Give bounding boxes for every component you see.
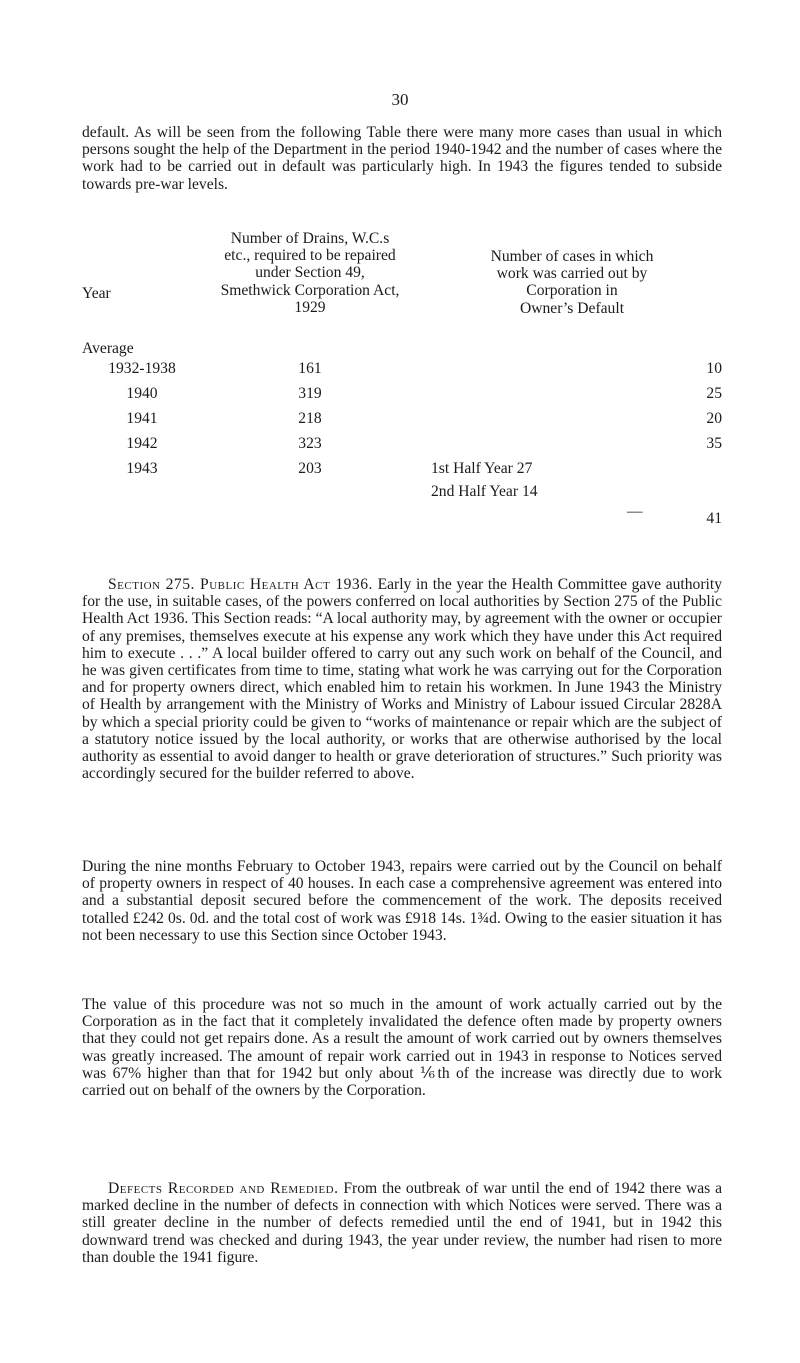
half-year-value: 14: [521, 483, 538, 500]
header-default: [432, 248, 712, 317]
section-275-text: Early in the year the Health Committee gave authority for the use, in suitable cases, of the powers conferred on local authorities by Section 275 of the Public Health Act 1936. This Section reads: “A local authority may, by agreement with the owner or occupier of any premises, themselves execute at his expense any work which they have under this Act required him to execute . . .” A local builder offered to carry out any such work on behalf of the Council, and he was given certificates from time to time, stating what work he was carrying out for the Corporation and for property owners direct, which enabled him to retain his workmen. In June 1943 the Ministry of Health by arrangement with the Ministry of Works and Ministry of Labour issued Circular 2828A by which a special priority could be given to “works of maintenance or repair which are the subject of a statutory notice issued by the local authority, or works that are otherwise authorised by the local authority as essential to avoid danger to health or grave deterioration of structures.” Such priority was accordingly secured for the builder referred to above.: [82, 576, 722, 783]
defects-heading: Defects Recorded and Remedied.: [108, 1180, 339, 1197]
total-1943: 41: [706, 510, 722, 527]
header-drains-line: etc., required to be repaired: [224, 247, 396, 265]
cell-required: 218: [298, 410, 322, 427]
cell-year: 1940: [126, 385, 158, 402]
header-average: Average: [82, 340, 134, 357]
header-year: Year: [82, 285, 111, 302]
section-275-heading: Section 275. Public Health Act 1936.: [108, 576, 373, 593]
cell-required: 161: [298, 360, 322, 377]
half-year-value: 27: [516, 460, 533, 477]
header-drains-line: under Section 49,: [255, 264, 365, 282]
cell-year: 1932-1938: [108, 360, 176, 377]
defects-paragraph: [82, 1180, 722, 1266]
header-default-line: Owner’s Default: [519, 299, 625, 317]
sum-dash: —: [627, 503, 643, 520]
header-default-line: work was carried out by: [496, 265, 648, 283]
header-default-line: Number of cases in which: [490, 248, 654, 265]
drains-table: [82, 230, 742, 527]
half-year-row: [431, 483, 631, 501]
cell-default: 10: [706, 360, 722, 377]
half-year-row: [431, 460, 631, 478]
intro-paragraph: default. As will be seen from the following Table there were many more cases than usual in which persons sought the help of the Department in the period 1940-1942 and the number of cases where the work had to be carried out in default was particularly high. In 1943 the figures tended to subside towards pre-war levels.: [82, 124, 722, 193]
cell-year: 1941: [126, 410, 158, 427]
cell-required: 319: [298, 385, 322, 402]
value-paragraph: The value of this procedure was not so much in the amount of work actually carried out by the Corporation as in the fact that it completely invalidated the defence often made by property owners that they could not get repairs done. As a result the amount of work carried out by owners themselves was greatly increased. The amount of repair work carried out in 1943 in response to Notices served was 67% higher than that for 1942 but only about ⅙th of the increase was directly due to work carried out on behalf of the owners by the Corporation.: [82, 996, 722, 1100]
defects-text: From the outbreak of war until the end of 1942 there was a marked decline in the number of defects in connection with which Notices were served. There was a still greater decline in the number of defects remedied until the end of 1941, but in 1942 this downward trend was checked and during 1943, the year under review, the number had risen to more than double the 1941 figure.: [82, 1180, 723, 1266]
page-number: 30: [391, 90, 409, 109]
cell-year: 1943: [126, 460, 158, 477]
header-drains-line: 1929: [294, 298, 326, 316]
half-year-label: 2nd Half Year: [431, 483, 519, 500]
cell-default: 35: [706, 435, 722, 452]
cell-default: 20: [706, 410, 722, 427]
cell-required: 203: [298, 460, 322, 477]
header-drains-line: Number of Drains, W.C.s: [230, 230, 390, 247]
nine-months-paragraph: During the nine months February to October 1943, repairs were carried out by the Council on behalf of property owners in respect of 40 houses. In each case a comprehensive agreement was entered into and a substantial deposit secured before the commencement of the work. The deposits received totalled £242 0s. 0d. and the total cost of work was £918 14s. 1¾d. Owing to the easier situation it has not been necessary to use this Section since October 1943.: [82, 858, 722, 944]
cell-year: 1942: [126, 435, 158, 452]
cell-required: 323: [298, 435, 322, 452]
header-default-line: Corporation in: [526, 282, 618, 300]
half-year-label: 1st Half Year: [431, 460, 513, 477]
header-drains-line: Smethwick Corporation Act,: [220, 281, 400, 299]
cell-default: 25: [706, 385, 722, 402]
section-275-paragraph: [82, 576, 722, 782]
header-drains: [200, 230, 420, 316]
